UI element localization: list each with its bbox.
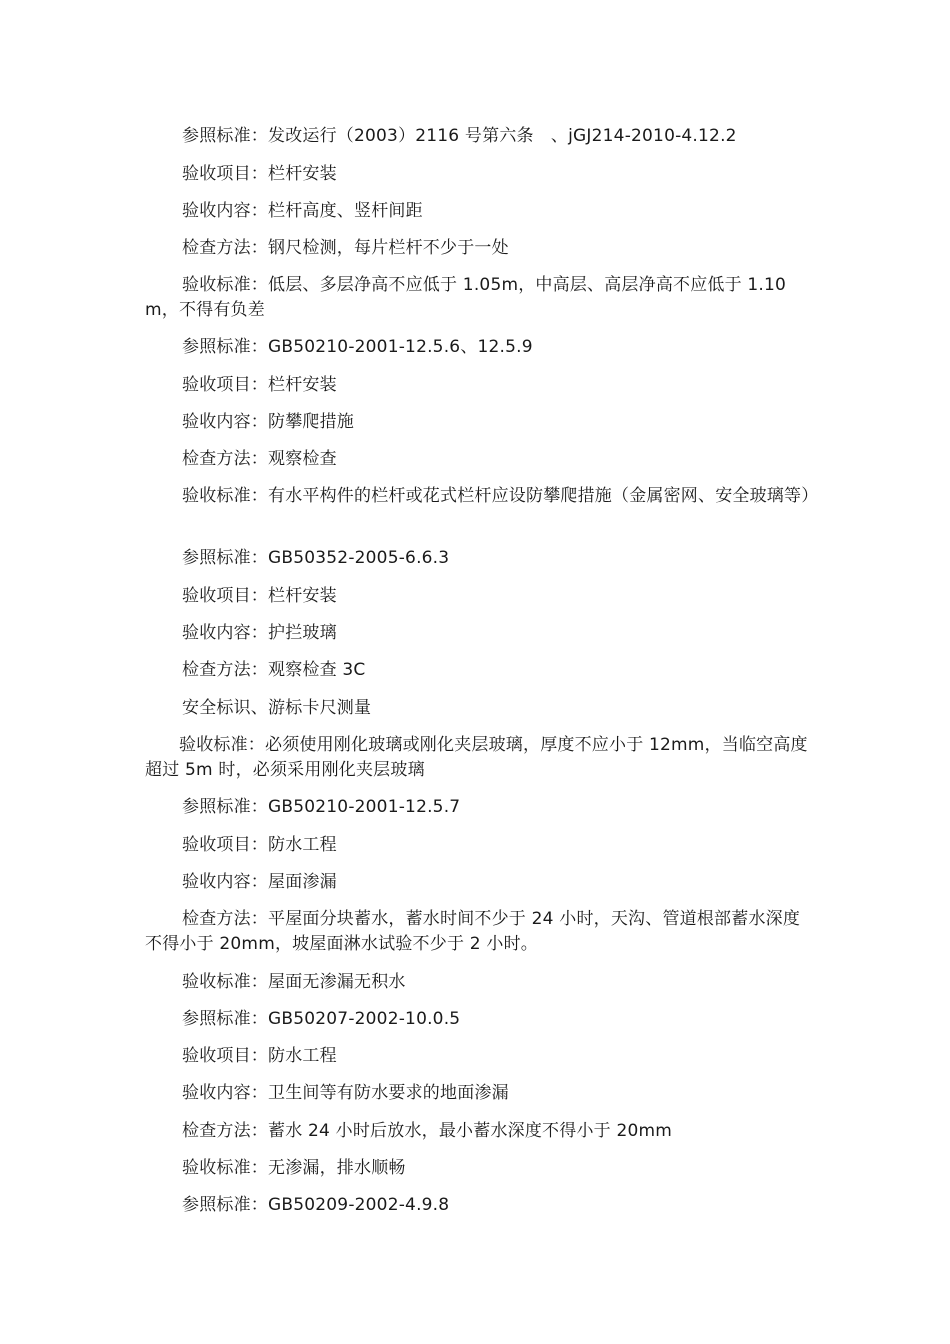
paragraph-acceptance-standard-5: 验收标准：无渗漏，排水顺畅 <box>182 1158 406 1178</box>
paragraph-inspection-method-1: 检查方法：钢尺检测，每片栏杆不少于一处 <box>182 238 509 258</box>
paragraph-acceptance-standard-4: 验收标准：屋面无渗漏无积水 <box>182 972 406 992</box>
paragraph-safety-marking: 安全标识、游标卡尺测量 <box>182 698 372 718</box>
paragraph-acceptance-content-1: 验收内容：栏杆高度、竖杆间距 <box>182 201 423 221</box>
paragraph-acceptance-item-3: 验收项目：栏杆安装 <box>182 586 337 606</box>
paragraph-acceptance-content-5: 验收内容：卫生间等有防水要求的地面渗漏 <box>182 1083 509 1103</box>
paragraph-inspection-method-2: 检查方法：观察检查 <box>182 449 337 469</box>
paragraph-reference-standard-6: 参照标准：GB50209-2002-4.9.8 <box>182 1195 450 1215</box>
paragraph-acceptance-item-1: 验收项目：栏杆安装 <box>182 164 337 184</box>
paragraph-reference-standard-5: 参照标准：GB50207-2002-10.0.5 <box>182 1009 461 1029</box>
paragraph-acceptance-item-4: 验收项目：防水工程 <box>182 835 337 855</box>
paragraph-inspection-method-5: 检查方法：蓄水 24 小时后放水，最小蓄水深度不得小于 20mm <box>182 1121 672 1141</box>
paragraph-acceptance-content-3: 验收内容：护拦玻璃 <box>182 623 337 643</box>
paragraph-acceptance-content-4: 验收内容：屋面渗漏 <box>182 872 337 892</box>
paragraph-inspection-method-4: 检查方法：平屋面分块蓄水，蓄水时间不少于 24 小时，天沟、管道根部蓄水深度不得小于 20mm，坡屋面淋水试验不少于 2 小时。 <box>145 909 801 954</box>
paragraph-acceptance-content-2: 验收内容：防攀爬措施 <box>182 412 354 432</box>
paragraph-reference-standard-3: 参照标准：GB50352-2005-6.6.3 <box>182 548 450 568</box>
paragraph-inspection-method-3: 检查方法：观察检查 3C <box>182 660 366 680</box>
paragraph-acceptance-standard-3: 验收标准：必须使用刚化玻璃或刚化夹层玻璃，厚度不应小于 12mm，当临空高度超过 5m 时，必须采用刚化夹层玻璃 <box>145 735 808 780</box>
paragraph-acceptance-standard-1: 验收标准：低层、多层净高不应低于 1.05m，中高层、高层净高不应低于 1.10m，不得有负差 <box>145 275 787 320</box>
paragraph-acceptance-item-5: 验收项目：防水工程 <box>182 1046 337 1066</box>
paragraph-reference-standard-2: 参照标准：GB50210-2001-12.5.6、12.5.9 <box>182 337 533 357</box>
paragraph-reference-standard-4: 参照标准：GB50210-2001-12.5.7 <box>182 797 461 817</box>
paragraph-acceptance-standard-2: 验收标准：有水平构件的栏杆或花式栏杆应设防攀爬措施（金属密网、安全玻璃等） <box>182 486 819 506</box>
paragraph-acceptance-item-2: 验收项目：栏杆安装 <box>182 375 337 395</box>
paragraph-reference-standard-1: 参照标准：发改运行（2003）2116 号第六条 、jGJ214-2010-4.12.2 <box>182 126 737 146</box>
